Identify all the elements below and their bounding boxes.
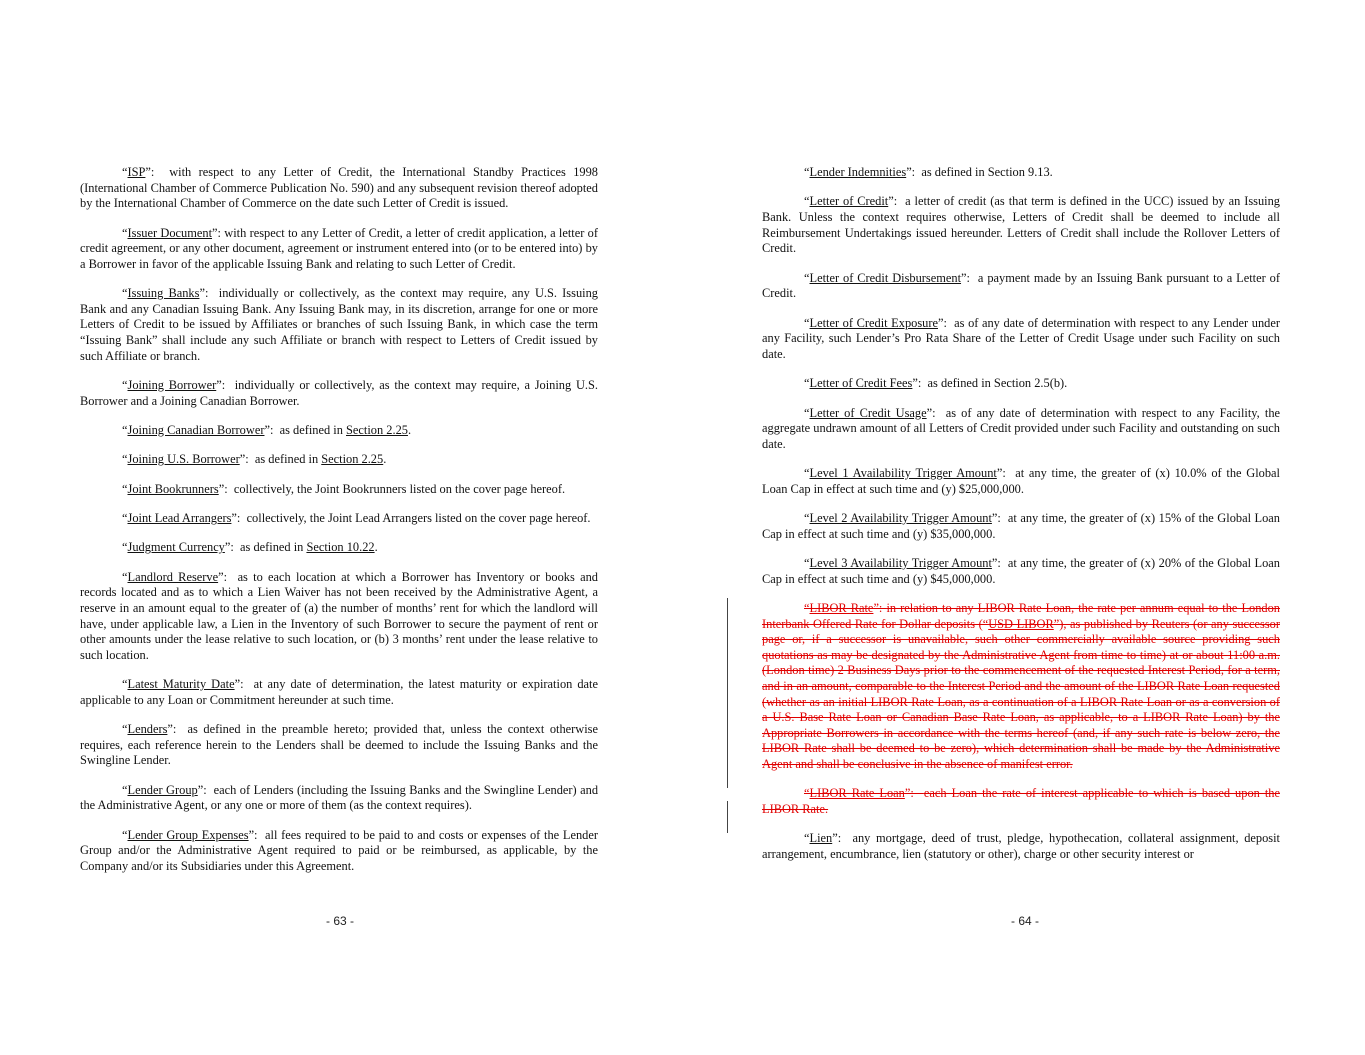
definition-judgment-currency: “Judgment Currency”: as defined in Section 10.22. xyxy=(122,540,378,555)
definition-isp: “ISP”: with respect to any Letter of Credit, the International Standby Practices 1998 (International Chamber of Commerce Publication No. 590) and any subsequent revision thereof adopted by the International Chamber of Commerce on the date such Letter of Credit is issued. xyxy=(80,165,599,211)
change-bar xyxy=(727,801,728,833)
section-reference: Section 10.22 xyxy=(306,540,375,555)
definition-text: as of any date of determination with respect to any Lender under any Facility, such Lender’s Pro Rata Share of the Letter of Credit Usage under such Facility on such date. xyxy=(762,315,1281,361)
page-64 xyxy=(762,165,1280,876)
definition-latest-maturity-date: “Latest Maturity Date”: at any date of determination, the latest maturity or expiration date applicable to any Loan or Commitment hereunder at such time. xyxy=(80,677,598,707)
definition-text: each Loan the rate of interest applicable to which is based upon the LIBOR Rate. xyxy=(762,786,1280,816)
page-number: - 63 - xyxy=(325,914,354,928)
definition-landlord-reserve: “Landlord Reserve”: as to each location at which a Borrower has Inventory or books and records located and as to which a Lien Waiver has not been received by the Administrative Agent, a reserve in an amount equal to the greater of (a) the number of months’ rent for which the landlord will have, under applicable law, a Lien in the Inventory of such Borrower to secure the payment of rent or other amounts under the lease relative to such location, or (b) 3 months’ rent under the lease relative to such location. xyxy=(80,569,598,662)
defined-term: Issuer Document xyxy=(127,225,213,240)
defined-term: Level 2 Availability Trigger Amount xyxy=(809,511,992,526)
section-reference: Section 2.25 xyxy=(321,452,384,467)
defined-term: Letter of Credit Disbursement xyxy=(809,270,962,285)
punctuation: . xyxy=(383,452,387,467)
definition-text: as defined in Section 9.13. xyxy=(921,165,1053,179)
defined-term: Judgment Currency xyxy=(127,540,225,555)
definition-lenders: “Lenders”: as defined in the preamble hereto; provided that, unless the context otherwise requires, each reference herein to the Lenders shall be deemed to include the Issuing Banks and the Swingline Lender. xyxy=(80,722,598,768)
definition-joint-bookrunners: “Joint Bookrunners”: collectively, the Joint Bookrunners listed on the cover page hereof. xyxy=(122,481,566,496)
definition-level-3-trigger: “Level 3 Availability Trigger Amount”: at any time, the greater of (x) 20% of the Global Loan Cap in effect at such time and (y) $45,000,000. xyxy=(762,556,1280,586)
defined-term: Latest Maturity Date xyxy=(127,677,235,692)
definition-text: all fees required to be paid to and costs or expenses of the Lender Group and/or the Administrative Agent required to paid or be reimbursed, as applicable, by the Company and/or its Subsidiaries under this Agreement. xyxy=(80,827,598,873)
defined-term: Joint Bookrunners xyxy=(127,481,219,496)
deleted-definition-libor-rate: “LIBOR Rate”: in relation to any LIBOR Rate Loan, the rate per annum equal to the London Interbank Offered Rate for Dollar deposits (“USD LIBOR”), as published by Reuters (or any successor page or, if a successor is unavailable, such other commercially available source providing such quotations as may be designated by the Administrative Agent from time to time) at or about 11:00 a.m. (London time) 2 Business Days prior to the commencement of the requested Interest Period, for a term, and in an amount, comparable to the Interest Period and the amount of the LIBOR Rate Loan requested (whether as an initial LIBOR Rate Loan, as a continuation of a LIBOR Rate Loan or as a conversion of a U.S. Base Rate Loan or Canadian Base Rate Loan, as applicable, to a LIBOR Rate Loan) by the Appropriate Borrowers in accordance with the terms hereof (and, if any such rate is below zero, the LIBOR Rate shall be deemed to be zero), which determination shall be made by the Administrative Agent and shall be conclusive in the absence of manifest error. xyxy=(762,601,1280,771)
definition-text: collectively, the Joint Lead Arrangers listed on the cover page hereof. xyxy=(246,511,591,526)
definition-text: individually or collectively, as the context may require, any U.S. Issuing Bank and any Canadian Issuing Bank. Any Issuing Bank may, in its discretion, arrange for one or more Letters of Credit to be issued by Affiliates or branches of such Issuing Bank, in which case the term “Issuing Bank” shall include any such Affiliate or branch with respect to Letters of Credit issued by such Affiliate or branch. xyxy=(80,286,598,363)
definition-text-continued: ”), as published by Reuters (or any successor page or, if a successor is unavailable, such other commercially available source providing such quotations as may be designated by the Administrative Agent from time to time) at or about 11:00 a.m. (London time) 2 Business Days prior to the commencement of the requested Interest Period, for a term, and in an amount, comparable to the Interest Period and the amount of the LIBOR Rate Loan requested (whether as an initial LIBOR Rate Loan, as a continuation of a LIBOR Rate Loan or as a conversion of a U.S. Base Rate Loan or Canadian Base Rate Loan, as applicable, to a LIBOR Rate Loan) by the Appropriate Borrowers in accordance with the terms hereof (and, if any such rate is below zero, the LIBOR Rate shall be deemed to be zero), which determination shall be made by the Administrative Agent and shall be conclusive in the absence of manifest error. xyxy=(762,616,1280,771)
definition-text: in relation to any LIBOR Rate Loan, the rate per annum equal to the London Interbank Offered Rate for Dollar deposits (“ xyxy=(762,601,1280,631)
defined-term: LIBOR Rate xyxy=(809,601,874,616)
deleted-definition-libor-rate-loan: “LIBOR Rate Loan”: each Loan the rate of interest applicable to which is based upon the LIBOR Rate. xyxy=(762,786,1280,816)
defined-term: Letter of Credit xyxy=(809,194,889,209)
definition-joining-borrower: “Joining Borrower”: individually or collectively, as the context may require, a Joining U.S. Borrower and a Joining Canadian Borrower. xyxy=(80,377,598,408)
definition-loc-usage: “Letter of Credit Usage”: as of any date of determination with respect to any Facility, the aggregate undrawn amount of all Letters of Credit provided under such Facility and outstanding on such date. xyxy=(762,405,1281,451)
definition-text: individually or collectively, as the context may require, a Joining U.S. Borrower and a Joining Canadian Borrower. xyxy=(80,377,598,408)
defined-term: Lender Group xyxy=(127,782,198,797)
defined-term: Lender Group Expenses xyxy=(127,827,249,842)
definition-text: each of Lenders (including the Issuing Banks and the Swingline Lender) and the Administrative Agent, or any one or more of them (as the context requires). xyxy=(80,782,599,813)
definition-text: with respect to any Letter of Credit, a letter of credit application, a letter of credit agreement, or any other document, agreement or instrument entered into (or to be entered into) by a Borrower in favor of the applicable Issuing Bank and relating to such Letter of Credit. xyxy=(80,225,598,271)
defined-term: Lien xyxy=(809,831,833,846)
definition-lender-group: “Lender Group”: each of Lenders (including the Issuing Banks and the Swingline Lender) and the Administrative Agent, or any one or more of them (as the context requires). xyxy=(80,782,599,813)
definition-text: at any date of determination, the latest maturity or expiration date applicable to any Loan or Commitment hereunder at such time. xyxy=(80,677,598,707)
definition-text: collectively, the Joint Bookrunners listed on the cover page hereof. xyxy=(233,481,566,496)
defined-term: Joining Borrower xyxy=(127,377,217,392)
defined-term: Joining Canadian Borrower xyxy=(127,422,265,437)
definition-loc-fees: “Letter of Credit Fees”: as defined in Section 2.5(b). xyxy=(804,376,1068,391)
definition-joining-canadian-borrower: “Joining Canadian Borrower”: as defined in Section 2.25. xyxy=(122,422,412,437)
inner-defined-term: USD LIBOR xyxy=(988,616,1054,631)
section-reference: Section 2.25 xyxy=(346,422,408,437)
definition-text: as defined in xyxy=(254,452,322,467)
defined-term: Joining U.S. Borrower xyxy=(127,452,240,467)
punctuation: . xyxy=(407,422,412,437)
definition-letter-of-credit: “Letter of Credit”: a letter of credit (as that term is defined in the UCC) issued by an Issuing Bank. Unless the context requires otherwise, Letters of Credit shall be deemed to include all Reimbursement Undertakings issued hereunder. Letters of Credit shall include the Rollover Letters of Credit. xyxy=(762,194,1280,256)
defined-term: Lender Indemnities xyxy=(809,165,907,179)
definition-text: at any time, the greater of (x) 20% of the Global Loan Cap in effect at such time and (y) $45,000,000. xyxy=(762,556,1280,586)
definition-text: a letter of credit (as that term is defined in the UCC) issued by an Issuing Bank. Unless the context requires otherwise, Letters of Credit shall be deemed to include all Reimbursement Undertakings issued hereunder. Letters of Credit shall include the Rollover Letters of Credit. xyxy=(762,194,1280,256)
definition-text: with respect to any Letter of Credit, the International Standby Practices 1998 (International Chamber of Commerce Publication No. 590) and any subsequent revision thereof adopted by the International Chamber of Commerce on the date such Letter of Credit is issued. xyxy=(80,165,599,211)
definition-joint-lead-arrangers: “Joint Lead Arrangers”: collectively, the Joint Lead Arrangers listed on the cover page hereof. xyxy=(122,511,591,526)
defined-term: Level 3 Availability Trigger Amount xyxy=(809,556,992,571)
defined-term: Letter of Credit Usage xyxy=(809,405,927,420)
definition-text: as defined in the preamble hereto; provided that, unless the context otherwise requires, each reference herein to the Lenders shall be deemed to include the Issuing Banks and the Swingline Lender. xyxy=(80,722,598,768)
definition-loc-exposure: “Letter of Credit Exposure”: as of any date of determination with respect to any Lender under any Facility, such Lender’s Pro Rata Share of the Letter of Credit Usage under such Facility on such date. xyxy=(762,315,1281,361)
definition-text: at any time, the greater of (x) 10.0% of the Global Loan Cap in effect at such time and (y) $25,000,000. xyxy=(762,466,1280,496)
defined-term: Lenders xyxy=(127,722,168,737)
change-bar xyxy=(727,598,728,788)
definition-text: as defined in xyxy=(240,540,307,555)
defined-term: Letter of Credit Fees xyxy=(809,376,913,391)
definition-text: as defined in xyxy=(279,422,347,437)
definition-text: as defined in Section 2.5(b). xyxy=(927,376,1068,391)
definition-issuer-document: “Issuer Document”: with respect to any Letter of Credit, a letter of credit application, a letter of credit agreement, or any other document, agreement or instrument entered into (or to be entered into) by a Borrower in favor of the applicable Issuing Bank and relating to such Letter of Credit. xyxy=(80,225,598,271)
definition-text: as to each location at which a Borrower has Inventory or books and records located and as to which a Lien Waiver has not been received by the Administrative Agent, a reserve in an amount equal to the greater of (a) the number of months’ rent for which the landlord will have, under applicable law, a Lien in the Inventory of such Borrower to secure the payment of rent or other amounts under the lease relative to such location, or (b) 3 months’ rent under the lease relative to such location. xyxy=(80,569,598,662)
defined-term: ISP xyxy=(127,165,146,179)
defined-term: Level 1 Availability Trigger Amount xyxy=(809,466,997,481)
definition-joining-us-borrower: “Joining U.S. Borrower”: as defined in Section 2.25. xyxy=(122,452,387,467)
definition-lender-group-expenses: “Lender Group Expenses”: all fees required to be paid to and costs or expenses of the Lender Group and/or the Administrative Agent required to paid or be reimbursed, as applicable, by the Company and/or its Subsidiaries under this Agreement. xyxy=(80,827,598,873)
definition-text: as of any date of determination with respect to any Facility, the aggregate undrawn amount of all Letters of Credit provided under such Facility and outstanding on such date. xyxy=(762,405,1281,451)
definition-text: a payment made by an Issuing Bank pursuant to a Letter of Credit. xyxy=(762,270,1280,301)
defined-term: Joint Lead Arrangers xyxy=(127,511,232,526)
defined-term: Issuing Banks xyxy=(127,286,200,301)
punctuation: . xyxy=(374,540,378,555)
definition-text: at any time, the greater of (x) 15% of the Global Loan Cap in effect at such time and (y) $35,000,000. xyxy=(762,511,1280,541)
definition-lien: “Lien”: any mortgage, deed of trust, pledge, hypothecation, collateral assignment, deposit arrangement, encumbrance, lien (statutory or other), charge or other security interest or xyxy=(762,831,1280,861)
definition-lender-indemnities: “Lender Indemnities”: as defined in Section 9.13. xyxy=(804,165,1053,179)
page-number: - 64 - xyxy=(1010,914,1039,928)
page-63 xyxy=(80,165,598,888)
defined-term: LIBOR Rate Loan xyxy=(809,786,905,801)
defined-term: Letter of Credit Exposure xyxy=(809,315,938,330)
definition-issuing-banks: “Issuing Banks”: individually or collectively, as the context may require, any U.S. Issuing Bank and any Canadian Issuing Bank. Any Issuing Bank may, in its discretion, arrange for one or more Letters of Credit to be issued by Affiliates or branches of such Issuing Bank, in which case the term “Issuing Bank” shall include any such Affiliate or branch with respect to Letters of Credit issued by such Affiliate or branch. xyxy=(80,286,598,363)
definition-text: any mortgage, deed of trust, pledge, hypothecation, collateral assignment, deposit arrangement, encumbrance, lien (statutory or other), charge or other security interest or xyxy=(762,831,1280,861)
definition-level-1-trigger: “Level 1 Availability Trigger Amount”: at any time, the greater of (x) 10.0% of the Global Loan Cap in effect at such time and (y) $25,000,000. xyxy=(762,466,1280,496)
definition-loc-disbursement: “Letter of Credit Disbursement”: a payment made by an Issuing Bank pursuant to a Letter of Credit. xyxy=(762,270,1280,301)
defined-term: Landlord Reserve xyxy=(127,569,219,584)
definition-level-2-trigger: “Level 2 Availability Trigger Amount”: at any time, the greater of (x) 15% of the Global Loan Cap in effect at such time and (y) $35,000,000. xyxy=(762,511,1280,541)
